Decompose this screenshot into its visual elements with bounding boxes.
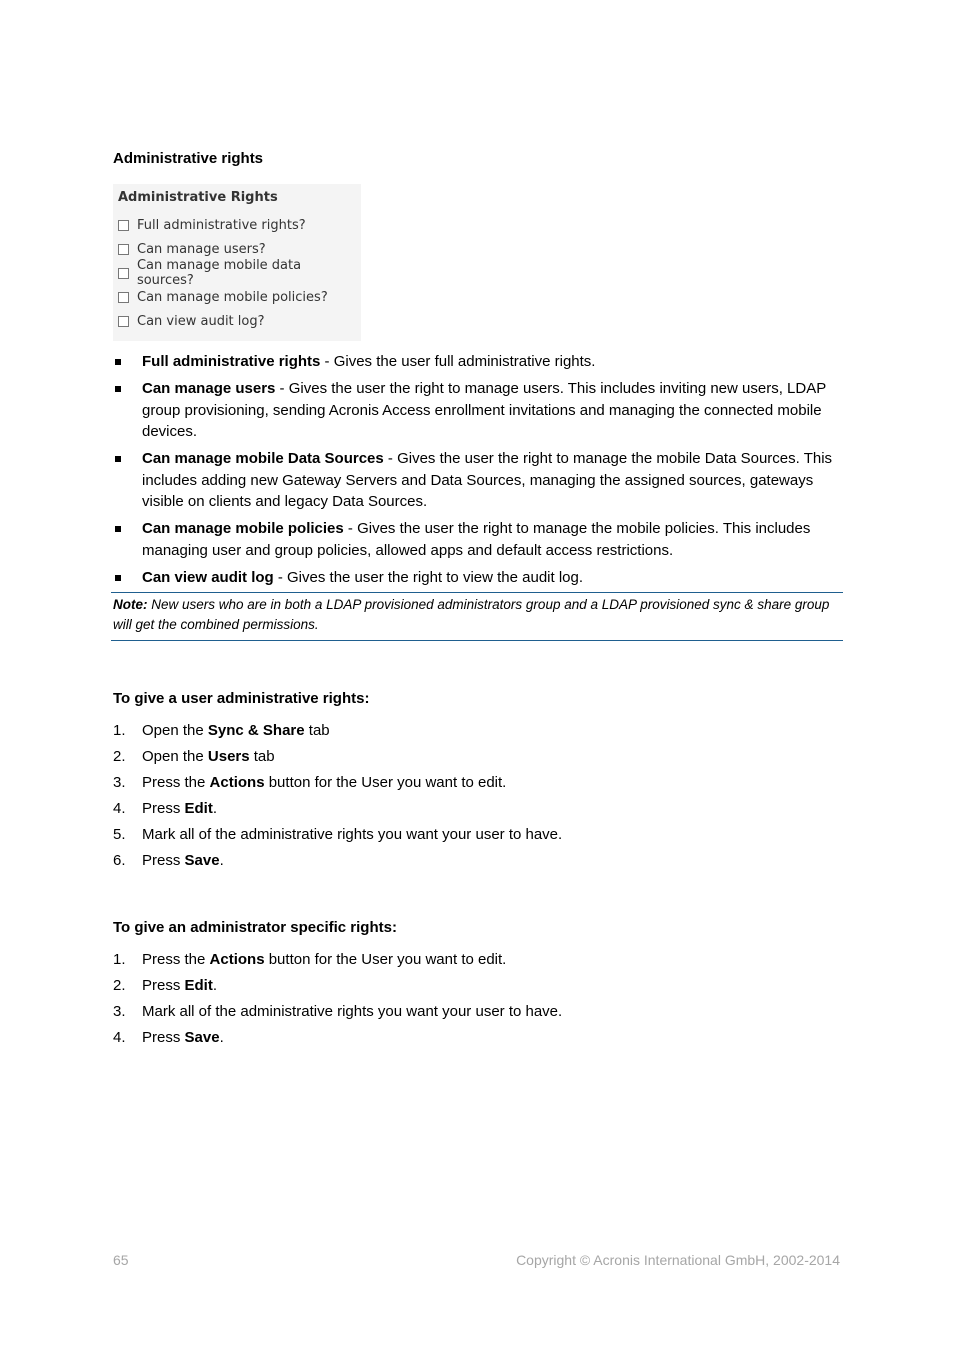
option-view-audit-log[interactable] xyxy=(118,309,361,333)
term: Can view audit log xyxy=(142,568,274,586)
section-title: Administrative rights xyxy=(113,150,264,167)
step xyxy=(113,949,843,971)
description: - Gives the user the right to view the audit log. xyxy=(273,568,584,586)
step xyxy=(113,720,843,742)
checkbox[interactable] xyxy=(118,220,129,231)
procedure-title: To give an administrator specific rights: xyxy=(113,919,397,936)
step-text: tab xyxy=(249,748,275,765)
definitions-list xyxy=(113,351,843,594)
procedure-title: To give a user administrative rights: xyxy=(113,690,370,707)
checkbox[interactable] xyxy=(118,244,129,255)
step-text: Mark all of the administrative rights you want your user to have. xyxy=(142,1003,563,1020)
description: - Gives the user the right to manage the mobile policies. This includes managing user and group policies, allowed apps and default access restrictions. xyxy=(142,520,811,559)
bullet-icon xyxy=(115,575,121,581)
step-number: 2. xyxy=(113,748,126,765)
option-label: Full administrative rights? xyxy=(137,217,306,233)
step-text: Open the xyxy=(142,722,208,739)
step-number: 1. xyxy=(113,951,126,968)
checkbox[interactable] xyxy=(118,316,129,327)
term: Can manage mobile policies xyxy=(142,520,344,537)
list-item xyxy=(113,448,843,513)
checkbox[interactable] xyxy=(118,292,129,303)
term: Can manage mobile Data Sources xyxy=(142,450,384,467)
description: - Gives the user full administrative rights. xyxy=(320,353,596,370)
step-number: 4. xyxy=(113,1029,126,1046)
bullet-icon xyxy=(115,359,121,365)
term: Can manage users xyxy=(142,380,276,397)
step xyxy=(113,850,843,872)
step-number: 1. xyxy=(113,722,126,739)
step-number: 5. xyxy=(113,826,126,843)
step-text: . xyxy=(219,852,224,869)
step-number: 3. xyxy=(113,1003,126,1020)
step xyxy=(113,824,843,846)
step-text: Press the xyxy=(142,951,210,968)
option-label: Can manage mobile policies? xyxy=(137,289,328,305)
step-text: Press the xyxy=(142,774,210,791)
step xyxy=(113,1001,843,1023)
step-ui-term: Sync & Share xyxy=(207,722,305,739)
step-number: 3. xyxy=(113,774,126,791)
step-number: 4. xyxy=(113,800,126,817)
option-label: Can manage users? xyxy=(137,241,266,257)
step-ui-term: Actions xyxy=(209,774,265,791)
note-text: New users who are in both a LDAP provisioned administrators group and a LDAP provisioned sync & share group will get the combined permissions. xyxy=(113,597,830,632)
step xyxy=(113,772,843,794)
bullet-icon xyxy=(115,526,121,532)
bullet-icon xyxy=(115,456,121,462)
step-text: button for the User you want to edit. xyxy=(264,951,507,968)
list-item xyxy=(113,567,843,589)
step-text: . xyxy=(212,800,218,817)
step-text: Mark all of the administrative rights you want your user to have. xyxy=(142,826,563,843)
list-item xyxy=(113,351,843,373)
list-item xyxy=(113,378,843,443)
panel-title: Administrative Rights xyxy=(118,190,278,205)
step-number: 2. xyxy=(113,977,126,994)
copyright-notice: Copyright © Acronis International GmbH, 2002-2014 xyxy=(516,1252,840,1268)
option-label: Can view audit log? xyxy=(137,313,265,329)
step-text: . xyxy=(212,977,218,994)
step-text: button for the User you want to edit. xyxy=(264,774,507,791)
administrative-rights-panel xyxy=(113,184,361,341)
option-label: Can manage mobile data sources? xyxy=(136,258,302,288)
step-ui-term: Actions xyxy=(209,951,265,968)
term: Full administrative rights xyxy=(142,353,321,370)
step-ui-term: Users xyxy=(207,748,250,765)
step-ui-term: Edit xyxy=(184,977,213,994)
step-ui-term: Save xyxy=(184,1029,220,1046)
step-ui-term: Edit xyxy=(184,800,213,817)
step-text: Press xyxy=(142,977,185,994)
note-box xyxy=(111,592,843,641)
step xyxy=(113,975,843,997)
option-full-admin[interactable] xyxy=(118,213,361,237)
option-manage-policies[interactable] xyxy=(118,285,361,309)
description: - Gives the user the right to manage users. This includes inviting new users, LDAP group provisioning, sending Acronis Access enrollment invitations and managing the connected mobile devices. xyxy=(142,380,826,440)
list-item xyxy=(113,518,843,561)
step xyxy=(113,746,843,768)
step xyxy=(113,1027,843,1049)
step-text: Press xyxy=(142,800,185,817)
step-text: . xyxy=(219,1029,224,1046)
step-text: Open the xyxy=(142,748,208,765)
option-manage-data-sources[interactable] xyxy=(118,258,361,288)
step xyxy=(113,798,843,820)
page-number: 65 xyxy=(113,1252,129,1268)
procedure-steps xyxy=(113,720,843,876)
step-text: Press xyxy=(142,1029,185,1046)
description: - Gives the user the right to manage the mobile Data Sources. This includes adding new Gateway Servers and Data Sources, managing the assigned sources, gateways visible on clients and legacy Data Sources. xyxy=(142,450,833,510)
bullet-icon xyxy=(115,386,121,392)
checkbox[interactable] xyxy=(118,268,129,279)
note-label: Note: xyxy=(113,597,148,612)
step-ui-term: Save xyxy=(184,852,220,869)
step-text: Press xyxy=(142,852,185,869)
procedure-steps xyxy=(113,949,843,1053)
step-text: tab xyxy=(304,722,330,739)
step-number: 6. xyxy=(113,852,126,869)
